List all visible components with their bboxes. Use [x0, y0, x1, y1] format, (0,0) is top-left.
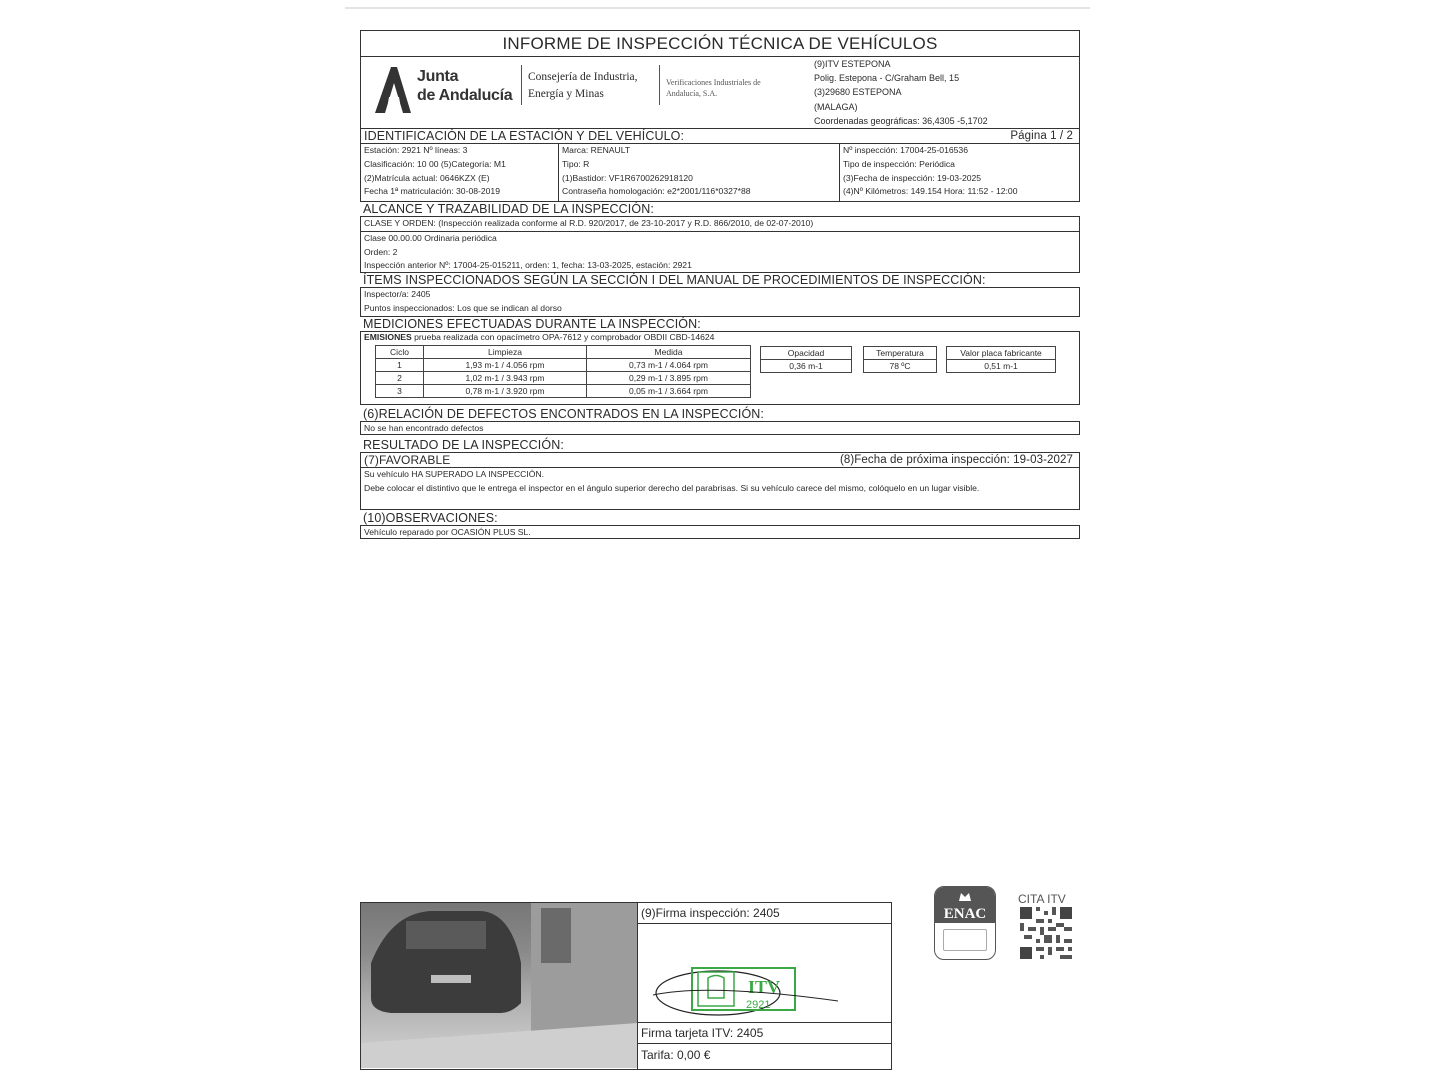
- items-heading: ÍTEMS INSPECCIONADOS SEGÚN LA SECCIÓN I DEL MANUAL DE PROCEDIMIENTOS DE INSPECCIÓN:: [363, 273, 986, 287]
- vehicle-column: Marca: RENAULT Tipo: R (1)Bastidor: VF1R6700262918120 Contraseña homologación: e2*2001/116*0327*88: [559, 144, 840, 201]
- station-column: Estación: 2921 Nº líneas: 3 Clasificación: 10 00 (5)Categoría: M1 (2)Matrícula actual: 0646KZX (E) Fecha 1ª matriculación: 30-08-2019: [361, 144, 559, 201]
- col-limpieza: Limpieza: [424, 346, 587, 359]
- col-medida: Medida: [587, 346, 751, 359]
- table-row: 2 1,02 m-1 / 3.943 rpm 0,29 m-1 / 3.895 rpm: [376, 372, 751, 385]
- vehicle-data: [361, 143, 1079, 201]
- junta-logo: [373, 63, 523, 113]
- consejeria: Consejería de Industria, Energía y Minas: [528, 71, 638, 100]
- emisiones-table: [375, 345, 751, 398]
- signature-area: [637, 903, 891, 1069]
- crown-icon: [935, 887, 995, 905]
- clase-line: Clase 00.00.00 Ordinaria periódica: [364, 232, 497, 243]
- emisiones-label: EMISIONES: [364, 332, 412, 342]
- valor-placa: Valor placa fabricante 0,51 m-1: [946, 346, 1056, 373]
- itv-stamp: [638, 923, 891, 1023]
- temperatura: Temperatura 78 ºC: [863, 346, 937, 373]
- mediciones-heading: MEDICIONES EFECTUADAS DURANTE LA INSPECCIÓN:: [363, 317, 701, 331]
- resultado-text: Su vehículo HA SUPERADO LA INSPECCIÓN. Debe colocar el distintivo que le entrega el inspector en el ángulo superior derecho del parabrisas. Si su vehículo carece del mismo, colóquelo en un lugar visible.: [364, 469, 980, 493]
- verdict: (7)FAVORABLE: [364, 453, 451, 467]
- verificaciones: Verificaciones Industriales de Andalucía, S.A.: [666, 78, 761, 98]
- identificacion-section: [360, 129, 1080, 202]
- resultado-box: [360, 452, 1080, 510]
- report-title: INFORME DE INSPECCIÓN TÉCNICA DE VEHÍCULOS: [360, 30, 1080, 56]
- vehicle-photo: [361, 903, 637, 1068]
- enac-seal: [943, 929, 987, 951]
- items-box: [360, 287, 1080, 317]
- opacidad: Opacidad 0,36 m-1: [760, 346, 852, 373]
- firma-inspeccion: (9)Firma inspección: 2405: [638, 903, 891, 924]
- defectos-text: No se han encontrado defectos: [360, 421, 1080, 435]
- emisiones-line: [361, 332, 1079, 343]
- alcance-box: [360, 216, 1080, 273]
- verdict-row: [361, 453, 1079, 468]
- svg-text:2921: 2921: [746, 999, 771, 1011]
- inspection-report: [360, 30, 1080, 539]
- table-row: 1 1,93 m-1 / 4.056 rpm 0,73 m-1 / 4.064 rpm: [376, 359, 751, 372]
- report-header: [360, 56, 1080, 129]
- defectos-heading: (6)RELACIÓN DE DEFECTOS ENCONTRADOS EN LA INSPECCIÓN:: [363, 407, 764, 421]
- alcance-heading: ALCANCE Y TRAZABILIDAD DE LA INSPECCIÓN:: [363, 202, 654, 216]
- orden-line: Orden: 2: [364, 246, 398, 257]
- col-ciclo: Ciclo: [376, 346, 424, 359]
- next-inspection: (8)Fecha de próxima inspección: 19-03-2027: [839, 454, 1073, 466]
- svg-text:ITV: ITV: [748, 977, 781, 997]
- section-heading: IDENTIFICACIÓN DE LA ESTACIÓN Y DEL VEHÍCULO: Página 1 / 2: [364, 129, 1073, 143]
- inspeccion-anterior: Inspección anterior Nº: 17004-25-015211, orden: 1, fecha: 13-03-2025, estación: 2921: [364, 260, 692, 271]
- resultado-heading: RESULTADO DE LA INSPECCIÓN:: [363, 438, 564, 452]
- junta-a-icon: [373, 63, 413, 115]
- enac-label: ENAC: [935, 905, 995, 923]
- top-rule: [345, 7, 1090, 9]
- mediciones-box: [360, 331, 1080, 405]
- signature-panel: [360, 902, 892, 1070]
- junta-name: Junta de Andalucía: [417, 68, 513, 104]
- cita-itv-label: CITA ITV: [1018, 892, 1066, 906]
- observaciones-text: Vehículo reparado por OCASIÓN PLUS SL.: [360, 525, 1080, 539]
- emisiones-text: prueba realizada con opacímetro OPA-7612 y comprobador OBDII CBD-14624: [411, 332, 715, 342]
- inspection-column: Nº inspección: 17004-25-016536 Tipo de inspección: Periódica (3)Fecha de inspección: 19-03-2025 (4)Nº Kilómetros: 149.154 Hora: 11:52 - 12:00: [843, 145, 1018, 197]
- enac-badge: [934, 886, 996, 960]
- tarifa: Tarifa: 0,00 €: [641, 1048, 711, 1062]
- firma-tarjeta: Firma tarjeta ITV: 2405: [638, 1022, 891, 1044]
- page-number: Página 1 / 2: [1010, 130, 1073, 142]
- divider: [521, 65, 522, 105]
- divider: [659, 65, 660, 105]
- inspector-line: Inspector/a: 2405: [364, 289, 431, 299]
- qr-code-icon[interactable]: [1020, 907, 1072, 959]
- itv-address: (9)ITV ESTEPONA Polig. Estepona - C/Graham Bell, 15 (3)29680 ESTEPONA (MALAGA) Coordenadas geográficas: 36,4305 -5,1702: [814, 59, 988, 126]
- table-row: 3 0,78 m-1 / 3.920 rpm 0,05 m-1 / 3.664 rpm: [376, 385, 751, 398]
- observaciones-heading: (10)OBSERVACIONES:: [363, 511, 498, 525]
- puntos-line: Puntos inspeccionados: Los que se indican al dorso: [364, 302, 562, 313]
- clase-orden: CLASE Y ORDEN: (Inspección realizada conforme al R.D. 920/2017, de 23-10-2017 y R.D. 866/2010, de 02-07-2010): [361, 217, 1079, 232]
